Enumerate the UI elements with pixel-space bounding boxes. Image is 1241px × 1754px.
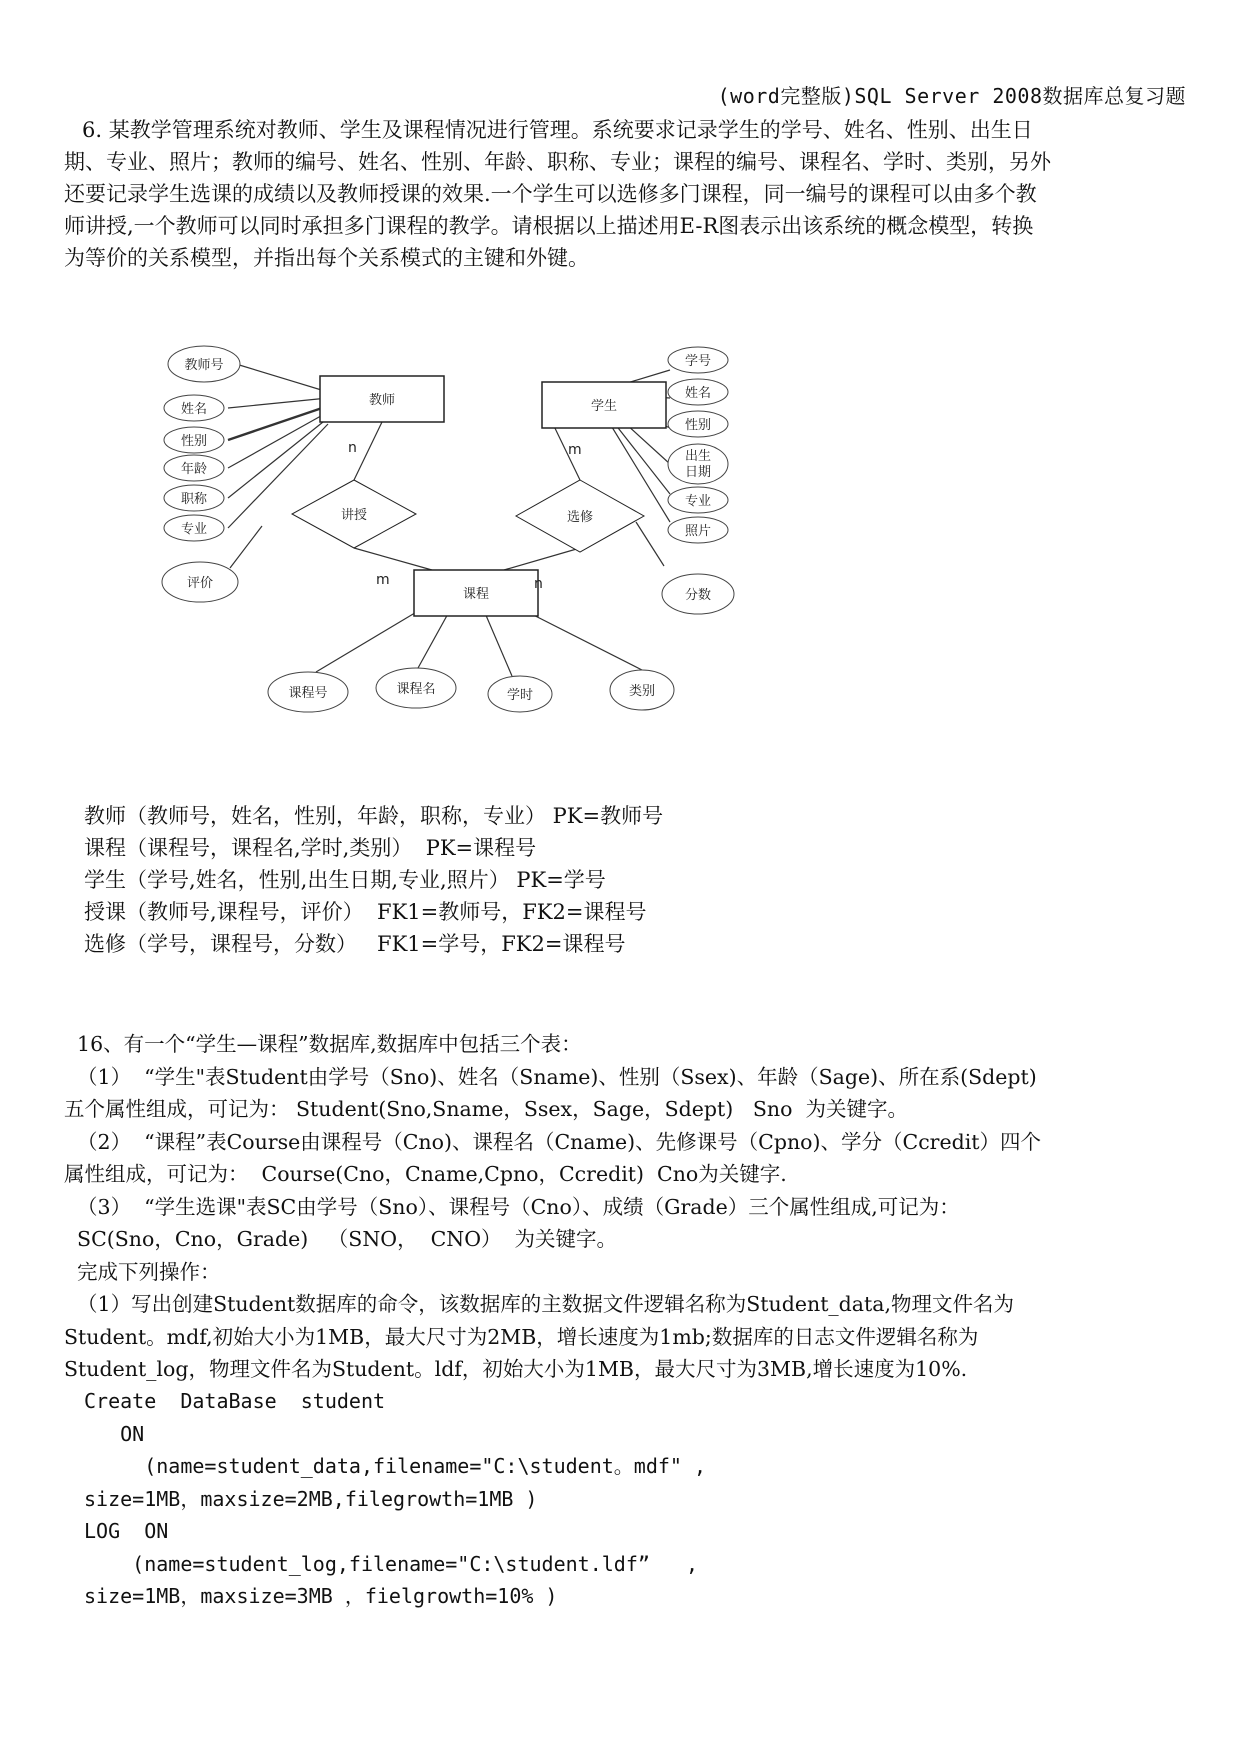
attr-label: 评价 [186,576,214,591]
cardinality-label: m [568,442,582,458]
er-line [636,522,664,566]
question-16-line: SC(Sno，Cno，Grade) （SNO， CNO） 为关键字。 [64,1227,618,1251]
attr-label: 学号 [684,354,712,369]
attr-label: 年龄 [180,462,208,477]
er-line [230,526,262,568]
question-6-line: 还要记录学生选课的成绩以及教师授课的效果.一个学生可以选修多门课程，同一编号的课程可以由多个教 [64,182,1037,206]
attr-label: 职称 [180,492,208,507]
attr-label: 照片 [684,524,712,539]
question-16 [64,1028,1194,1386]
relation-line: 课程（课程号，课程名,学时,类别） PK=课程号 [84,836,537,860]
relation-line: 学生（学号,姓名，性别,出生日期,专业,照片） PK=学号 [84,868,606,892]
code-line: ON [84,1421,145,1446]
er-line [228,418,328,498]
relation-line: 教师（教师号，姓名，性别，年龄，职称，专业） PK=教师号 [84,804,664,828]
cardinality-label: n [348,440,357,456]
attr-label: 教师号 [184,358,224,373]
question-16-line: （1） “学生"表Student由学号（Sno)、姓名（Sname)、性别（Ssex)、年龄（Sage)、所在系(Sdept) [64,1064,1037,1089]
attr-label: 分数 [684,588,712,603]
attr-label: 姓名 [684,386,712,401]
attr-label: 课程号 [288,686,328,701]
attr-label: 类别 [628,684,656,699]
question-16-line: 完成下列操作： [64,1259,221,1284]
attr-label: 姓名 [180,402,208,417]
relationship-label: 讲授 [340,508,368,523]
er-line [228,406,328,440]
er-line [228,398,328,408]
attr-label: 学时 [506,688,534,703]
sql-code-block [84,1385,706,1613]
code-line: size=1MB，maxsize=3MB ，fielgrowth=10% ) [84,1584,558,1608]
question-16-line: 属性组成，可记为： Course(Cno，Cname,Cpno，Ccredit) Cno为关键字. [64,1162,787,1186]
er-line [354,422,382,480]
page-header: (word完整版)SQL Server 2008数据库总复习题 [717,84,1186,108]
question-6-line: 6. 某教学管理系统对教师、学生及课程情况进行管理。系统要求记录学生的学号、姓名、性别、出生日 [82,118,1033,142]
code-line: size=1MB，maxsize=2MB,filegrowth=1MB ) [84,1486,538,1511]
code-line: (name=student_log,filename="C:\student.ldf” , [84,1551,699,1576]
code-line: (name=student_data,filename="C:\student。mdf" , [84,1454,707,1478]
question-6-line: 期、专业、照片；教师的编号、姓名、性别、年龄、职称、专业；课程的编号、课程名、学时、类别，另外 [64,150,1051,174]
code-line: LOG ON [84,1519,169,1543]
question-16-line: Student_log，物理文件名为Student。ldf，初始大小为1MB，最大尺寸为3MB,增长速度为10%. [64,1357,968,1381]
question-16-line: （3） “学生选课"表SC由学号（Sno）、课程号（Cno）、成绩（Grade）三个属性组成,可记为： [64,1194,960,1219]
cardinality-label: n [534,576,543,592]
question-6 [64,114,1184,274]
attr-label: 日期 [684,465,712,480]
relation-schemas [84,800,663,960]
er-line [504,548,580,570]
question-16-line: Student。mdf,初始大小为1MB，最大尺寸为2MB，增长速度为1mb;数据库的日志文件逻辑名称为 [64,1324,979,1349]
attr-label: 出生 [684,449,712,464]
relationship-label: 选修 [566,510,594,525]
relation-line: 选修（学号，课程号，分数） FK1=学号，FK2=课程号 [84,932,626,956]
question-6-line: 为等价的关系模型，并指出每个关系模式的主键和外键。 [64,246,589,270]
entity-label: 学生 [590,399,618,414]
attr-label: 课程名 [396,682,436,697]
question-6-line: 师讲授,一个教师可以同时承担多门课程的教学。请根据以上描述用E-R图表示出该系统的概念模型，转换 [64,214,1034,238]
question-16-line: （1）写出创建Student数据库的命令，该数据库的主数据文件逻辑名称为Student_data,物理文件名为 [64,1292,1015,1316]
code-line: Create DataBase student [84,1389,386,1413]
er-line [354,548,432,570]
er-line [236,364,328,392]
cardinality-label: m [376,572,390,588]
attr-label: 性别 [180,434,208,449]
entity-label: 课程 [462,587,490,602]
relation-line: 授课（教师号,课程号，评价） FK1=教师号，FK2=课程号 [84,900,647,924]
attr-label: 性别 [684,418,712,433]
attr-label: 专业 [684,494,712,509]
entity-label: 教师 [368,393,396,408]
question-16-line: 五个属性组成，可记为： Student(Sno,Sname，Ssex，Sage，Sdept) Sno 为关键字。 [64,1097,908,1121]
question-16-line: （2） “课程”表Course由课程号（Cno)、课程名（Cname)、先修课号（Cpno)、学分（Ccredit）四个 [64,1129,1042,1154]
attr-label: 专业 [180,522,208,537]
er-diagram [160,340,800,760]
question-16-line: 16、有一个“学生—课程”数据库,数据库中包括三个表： [64,1032,582,1056]
